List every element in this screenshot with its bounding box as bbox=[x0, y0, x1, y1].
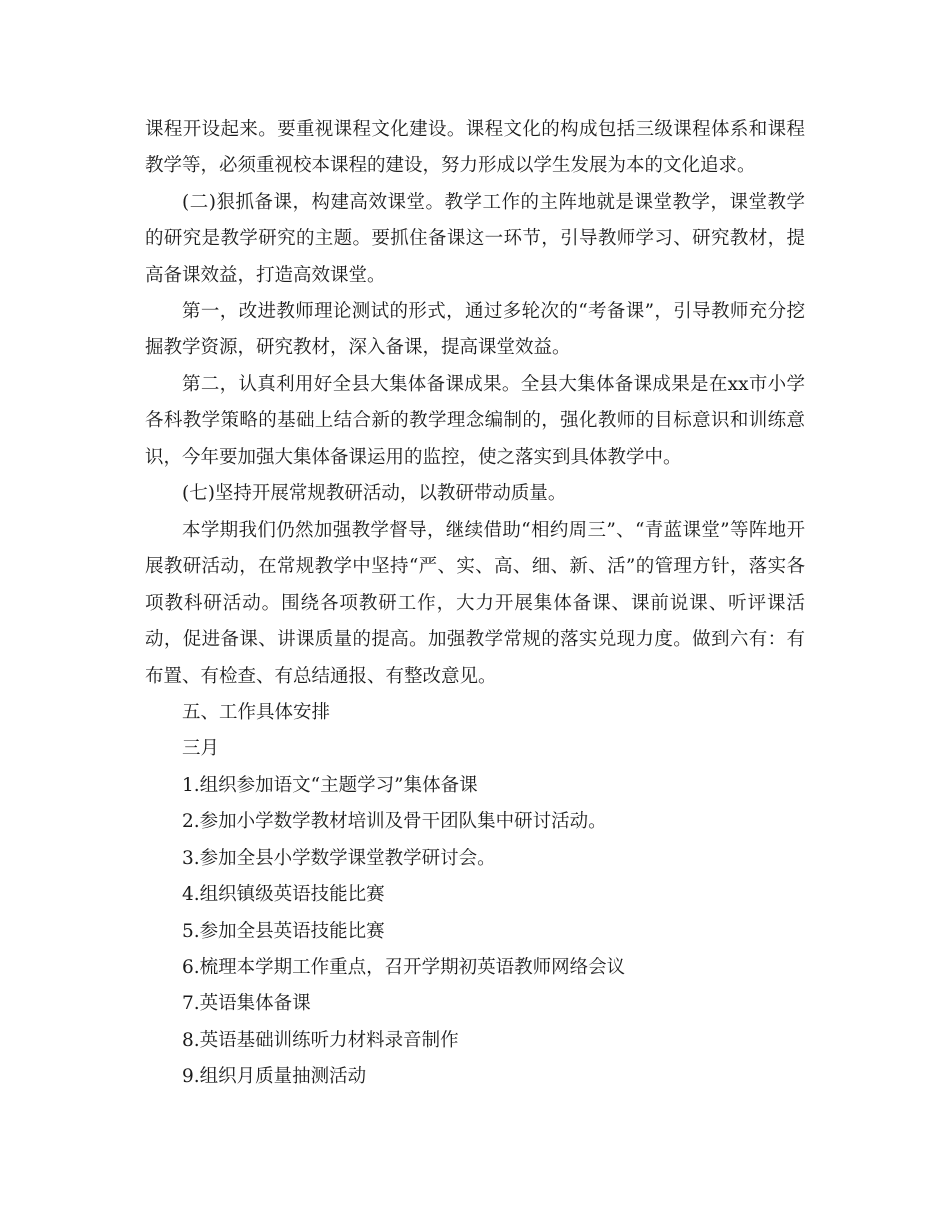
paragraph-course-culture: 课程开设起来。要重视课程文化建设。课程文化的构成包括三级课程体系和课程教学等，必须重视校本课程的建设，努力形成以学生发展为本的文化追求。 bbox=[145, 119, 805, 177]
month-heading: 三月 bbox=[182, 738, 220, 759]
list-item: 9.组织月质量抽测活动 bbox=[182, 1066, 367, 1087]
section-heading: 五、工作具体安排 bbox=[182, 702, 331, 723]
list-item: 7.英语集体备课 bbox=[182, 993, 311, 1014]
list-item: 3.参加全县小学数学课堂教学研讨会。 bbox=[182, 848, 496, 869]
paragraph-lesson-preparation: (二)狠抓备课，构建高效课堂。教学工作的主阵地就是课堂教学，课堂教学的研究是教学研究的主题。要抓住备课这一环节，引导教师学习、研究教材，提高备课效益，打造高效课堂。 bbox=[145, 192, 805, 286]
paragraph-first-point: 第一，改进教师理论测试的形式，通过多轮次的“考备课”，引导教师充分挖掘教学资源，研究教材，深入备课，提高课堂效益。 bbox=[145, 301, 805, 359]
list-item: 6.梳理本学期工作重点，召开学期初英语教师网络会议 bbox=[182, 957, 626, 978]
paragraph-teaching-supervision: 本学期我们仍然加强教学督导，继续借助“相约周三”、“青蓝课堂”等阵地开展教研活动，在常规教学中坚持“严、实、高、细、新、活”的管理方针，落实各项教科研活动。围绕各项教研工作，大力开展集体备课、课前说课、听评课活动，促进备课、讲课质量的提高。加强教学常规的落实兑现力度。做到六有：有布置、有检查、有总结通报、有整改意见。 bbox=[145, 520, 805, 687]
list-item: 2.参加小学数学教材培训及骨干团队集中研讨活动。 bbox=[182, 811, 607, 832]
list-item: 5.参加全县英语技能比赛 bbox=[182, 921, 385, 942]
paragraph-routine-research-heading: (七)坚持开展常规教研活动，以教研带动质量。 bbox=[182, 483, 567, 504]
list-item: 4.组织镇级英语技能比赛 bbox=[182, 884, 385, 905]
paragraph-second-point: 第二，认真利用好全县大集体备课成果。全县大集体备课成果是在xx市小学各科教学策略的基础上结合新的教学理念编制的，强化教师的目标意识和训练意识，今年要加强大集体备课运用的监控，使之落实到具体教学中。 bbox=[145, 374, 805, 468]
list-item: 8.英语基础训练听力材料录音制作 bbox=[182, 1030, 459, 1051]
list-item: 1.组织参加语文“主题学习”集体备课 bbox=[182, 775, 478, 796]
